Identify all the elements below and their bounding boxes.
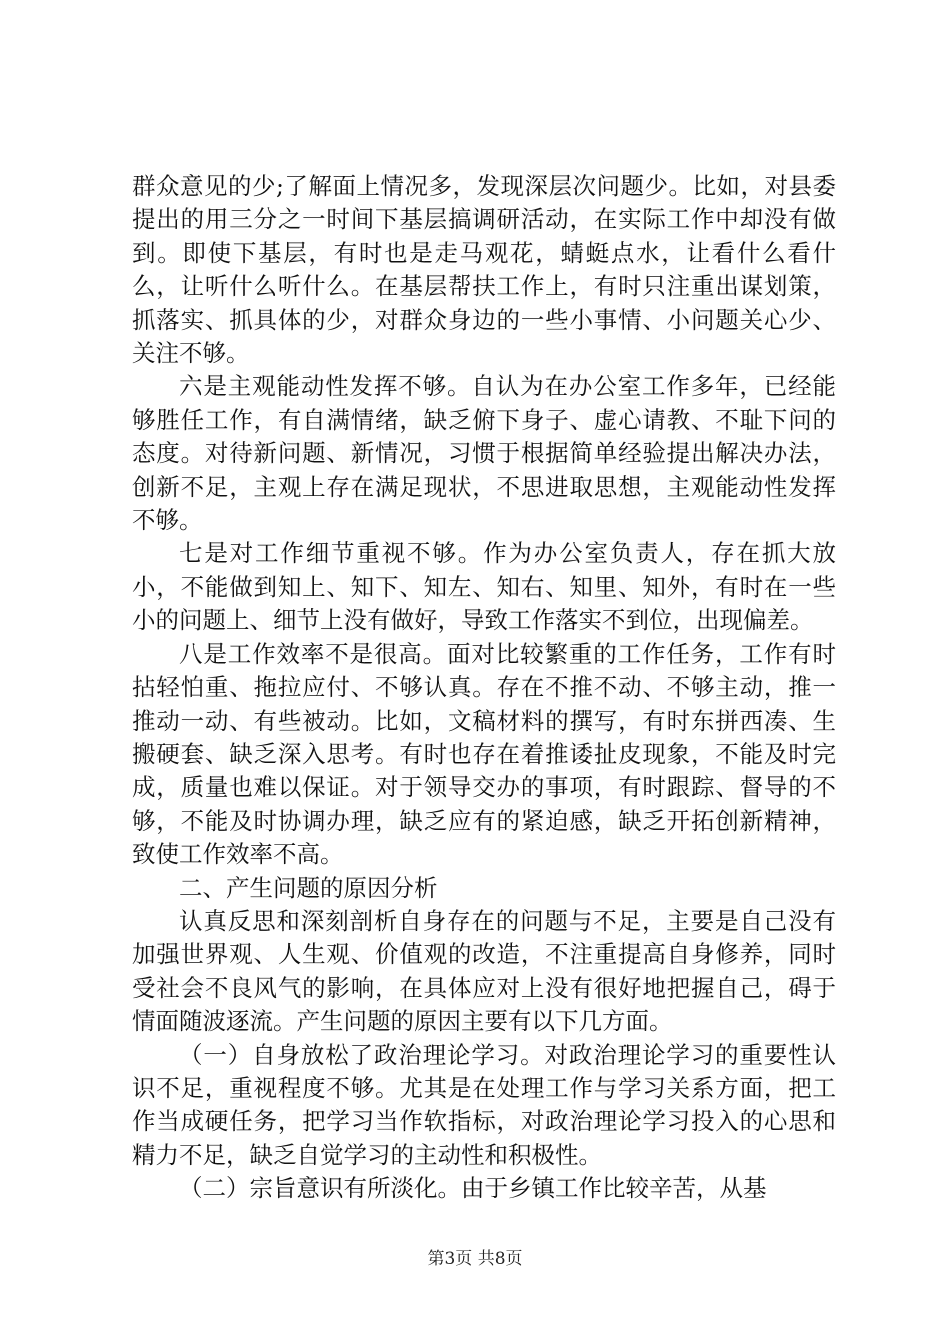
paragraph-continuation: 群众意见的少;了解面上情况多，发现深层次问题少。比如，对县委提出的用三分之一时间下基层搞调研活动，在实际工作中却没有做到。即使下基层，有时也是走马观花，蜻蜓点水，让看什么看什么，让听什么听什么。在基层帮扶工作上，有时只注重出谋划策，抓落实、抓具体的少，对群众身边的一些小事情、小问题关心少、关注不够。	[132, 172, 836, 368]
paragraph-item-seven: 七是对工作细节重视不够。作为办公室负责人，存在抓大放小，不能做到知上、知下、知左、知右、知里、知外，有时在一些小的问题上、细节上没有做好，导致工作落实不到位，出现偏差。	[132, 539, 836, 635]
paragraph-item-eight: 八是工作效率不是很高。面对比较繁重的工作任务，工作有时拈轻怕重、拖拉应付、不够认真。存在不推不动、不够主动，推一推动一动、有些被动。比如，文稿材料的撰写，有时东拼西凑、生搬硬套、缺乏深入思考。有时也存在着推诿扯皮现象，不能及时完成，质量也难以保证。对于领导交办的事项，有时跟踪、督导的不够，不能及时协调办理，缺乏应有的紧迫感，缺乏开拓创新精神，致使工作效率不高。	[132, 639, 836, 869]
paragraph-item-six: 六是主观能动性发挥不够。自认为在办公室工作多年，已经能够胜任工作，有自满情绪，缺乏俯下身子、虚心请教、不耻下问的态度。对待新问题、新情况，习惯于根据简单经验提出解决办法，创新不足，主观上存在满足现状，不思进取思想，主观能动性发挥不够。	[132, 372, 836, 535]
page-footer: 第3页 共8页	[427, 1249, 523, 1269]
document-body	[132, 170, 836, 1206]
paragraph-cause-two: （二）宗旨意识有所淡化。由于乡镇工作比较辛苦，从基	[179, 1174, 767, 1203]
paragraph-cause-one: （一）自身放松了政治理论学习。对政治理论学习的重要性认识不足，重视程度不够。尤其是在处理工作与学习关系方面，把工作当成硬任务，把学习当作软指标，对政治理论学习投入的心思和精力不足，缺乏自觉学习的主动性和积极性。	[132, 1040, 836, 1169]
paragraph-cause-intro: 认真反思和深刻剖析自身存在的问题与不足，主要是自己没有加强世界观、人生观、价值观的改造，不注重提高自身修养，同时受社会不良风气的影响，在具体应对上没有很好地把握自己，碍于情面随波逐流。产生问题的原因主要有以下几方面。	[132, 906, 836, 1036]
section-heading: 二、产生问题的原因分析	[179, 873, 438, 902]
